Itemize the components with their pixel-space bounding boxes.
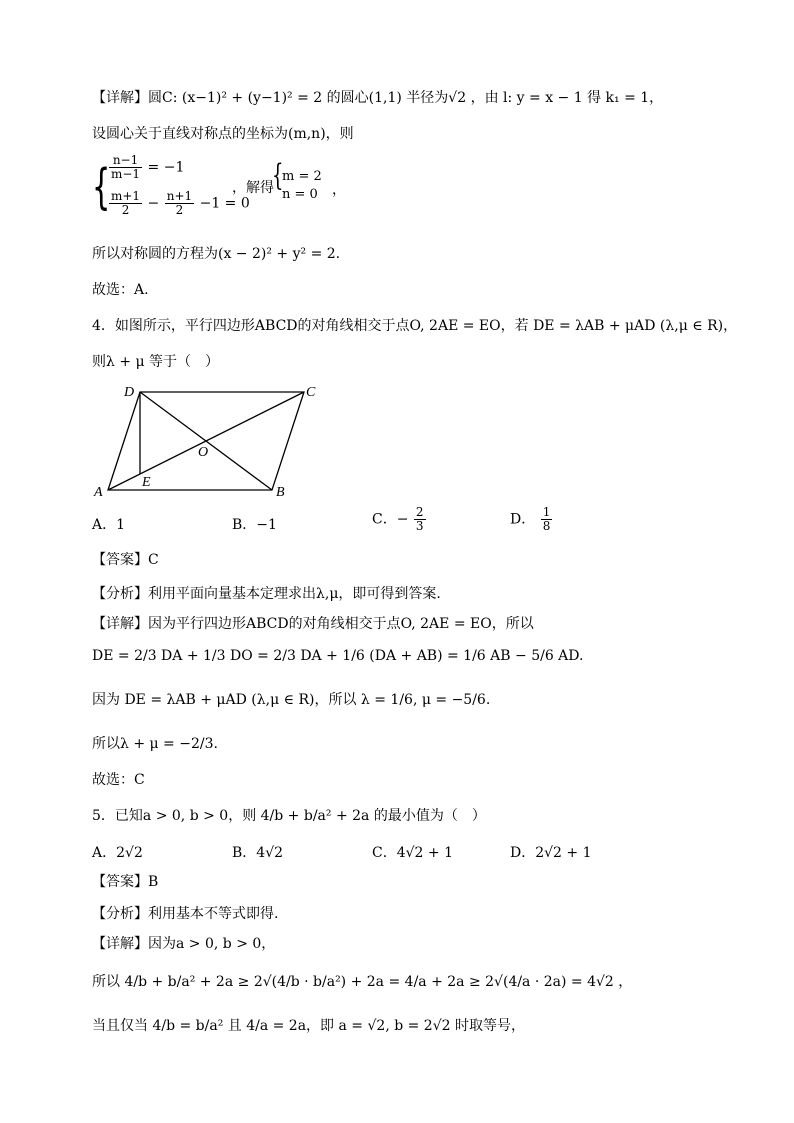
eq1-den: m−1 [111,167,141,181]
parallelogram-diagram [92,380,332,500]
right-brace: { [272,158,284,193]
q5-option-b: B．4√2 [232,845,284,861]
q4-option-b: B．−1 [232,517,277,533]
solve-label: ，解得 [232,180,274,196]
line-2: 设圆心关于直线对称点的坐标为(m,n)，则 [92,126,354,142]
eq1 [108,154,184,181]
eq2-a-den: 2 [121,203,130,217]
q5-option-d: D．2√2 + 1 [510,845,592,861]
q4-stem-2: 则λ + μ 等于（ ） [92,354,220,370]
q4-option-c [372,506,427,533]
q5-option-c: C．4√2 + 1 [372,845,453,861]
q4-stem: 4．如图所示，平行四边形ABCD的对角线相交于点O, 2AE = EO，若 DE = λAB + μAD (λ,μ ∈ R)， [92,318,738,334]
label-c: C [306,385,316,400]
q5-detail [92,934,275,954]
q4-option-c-prefix: C．− [372,511,409,528]
q5-option-a: A．2√2 [92,845,143,861]
q4-analysis-text: 利用平面向量基本定理求出λ,μ，即可得到答案. [148,586,441,602]
line-4: 故选：A. [92,282,149,298]
eq2-b-num: n+1 [166,189,193,203]
system-end: ， [332,182,346,198]
label-a: A [94,485,103,500]
solution-n: n = 0 [282,187,318,202]
q4-option-d-den: 8 [542,519,551,533]
detail-text: 圆C: (x−1)² + (y−1)² = 2 的圆心(1,1) 半径为√2 ，由 l: y = x − 1 得 k₁ = 1， [148,90,664,106]
q4-detail-tag: 【详解】 [92,616,148,632]
q4-analysis-tag: 【分析】 [92,586,148,602]
q5-derivation-2: 当且仅当 4/b = b/a² 且 4/a = 2a，即 a = √2, b = 2√2 时取等号， [92,1018,525,1034]
q4-analysis [92,584,441,604]
q4-option-c-num: 2 [415,505,424,519]
q5-answer [92,872,158,892]
q5-detail-text: 因为a > 0, b > 0， [148,936,276,952]
q4-derivation-2: 因为 DE = λAB + μAD (λ,μ ∈ R)，所以 λ = 1/6, μ = −5/6. [92,692,491,708]
eq1-num: n−1 [109,154,142,168]
q5-derivation-1: 所以 4/b + b/a² + 2a ≥ 2√(4/b · b/a²) + 2a = 4/a + 2a ≥ 2√(4/a · 2a) = 4√2 ， [92,974,633,990]
eq2: $\frac{m+1}{2}$ − $\frac{n+1}{2}$ −1 = 0 [111,189,250,217]
left-brace: { [92,159,111,215]
q5-analysis-tag: 【分析】 [92,906,148,922]
q5-answer-text: B [148,874,159,890]
q4-derivation-3: 所以λ + μ = −2/3. [92,736,218,752]
eq1-rhs: = −1 [147,159,185,176]
q5-analysis-text: 利用基本不等式即得. [148,906,279,922]
q5-stem: 5．已知a > 0, b > 0，则 4/b + b/a² + 2a 的最小值为（ ） [92,808,486,824]
solution [282,168,322,204]
eq2-b-den: 2 [175,203,184,217]
label-d: D [124,385,135,400]
q4-answer [92,550,159,570]
label-e: E [142,475,151,490]
equation-system [92,150,352,230]
line-3: 所以对称圆的方程为(x − 2)² + y² = 2. [92,246,341,262]
q4-answer-tag: 【答案】 [92,552,148,568]
label-b: B [276,485,285,500]
label-o: O [198,445,209,460]
q4-option-a: A．1 [92,517,126,533]
q4-option-c-den: 3 [415,519,424,533]
detail-line-1 [92,88,663,108]
q4-derivation-4: 故选：C [92,772,145,788]
diagonal-bd [140,392,272,490]
q4-option-d-prefix: D． [510,511,536,528]
eq2-rhs: −1 = 0 [199,195,250,212]
q5-analysis [92,904,278,924]
solution-m: m = 2 [282,169,322,184]
eq2-a-num: m+1 [111,189,141,203]
q5-answer-tag: 【答案】 [92,874,148,890]
q4-detail [92,614,534,634]
q4-answer-text: C [148,552,159,568]
q4-derivation-1: DE = 2/3 DA + 1/3 DO = 2/3 DA + 1/6 (DA + AB) = 1/6 AB − 5/6 AD. [92,648,584,664]
q4-detail-text: 因为平行四边形ABCD的对角线相交于点O, 2AE = EO，所以 [148,616,534,632]
q4-option-d-num: 1 [542,505,551,519]
q5-detail-tag: 【详解】 [92,936,148,952]
detail-tag: 【详解】 [92,90,148,106]
q4-option-d [510,506,553,533]
